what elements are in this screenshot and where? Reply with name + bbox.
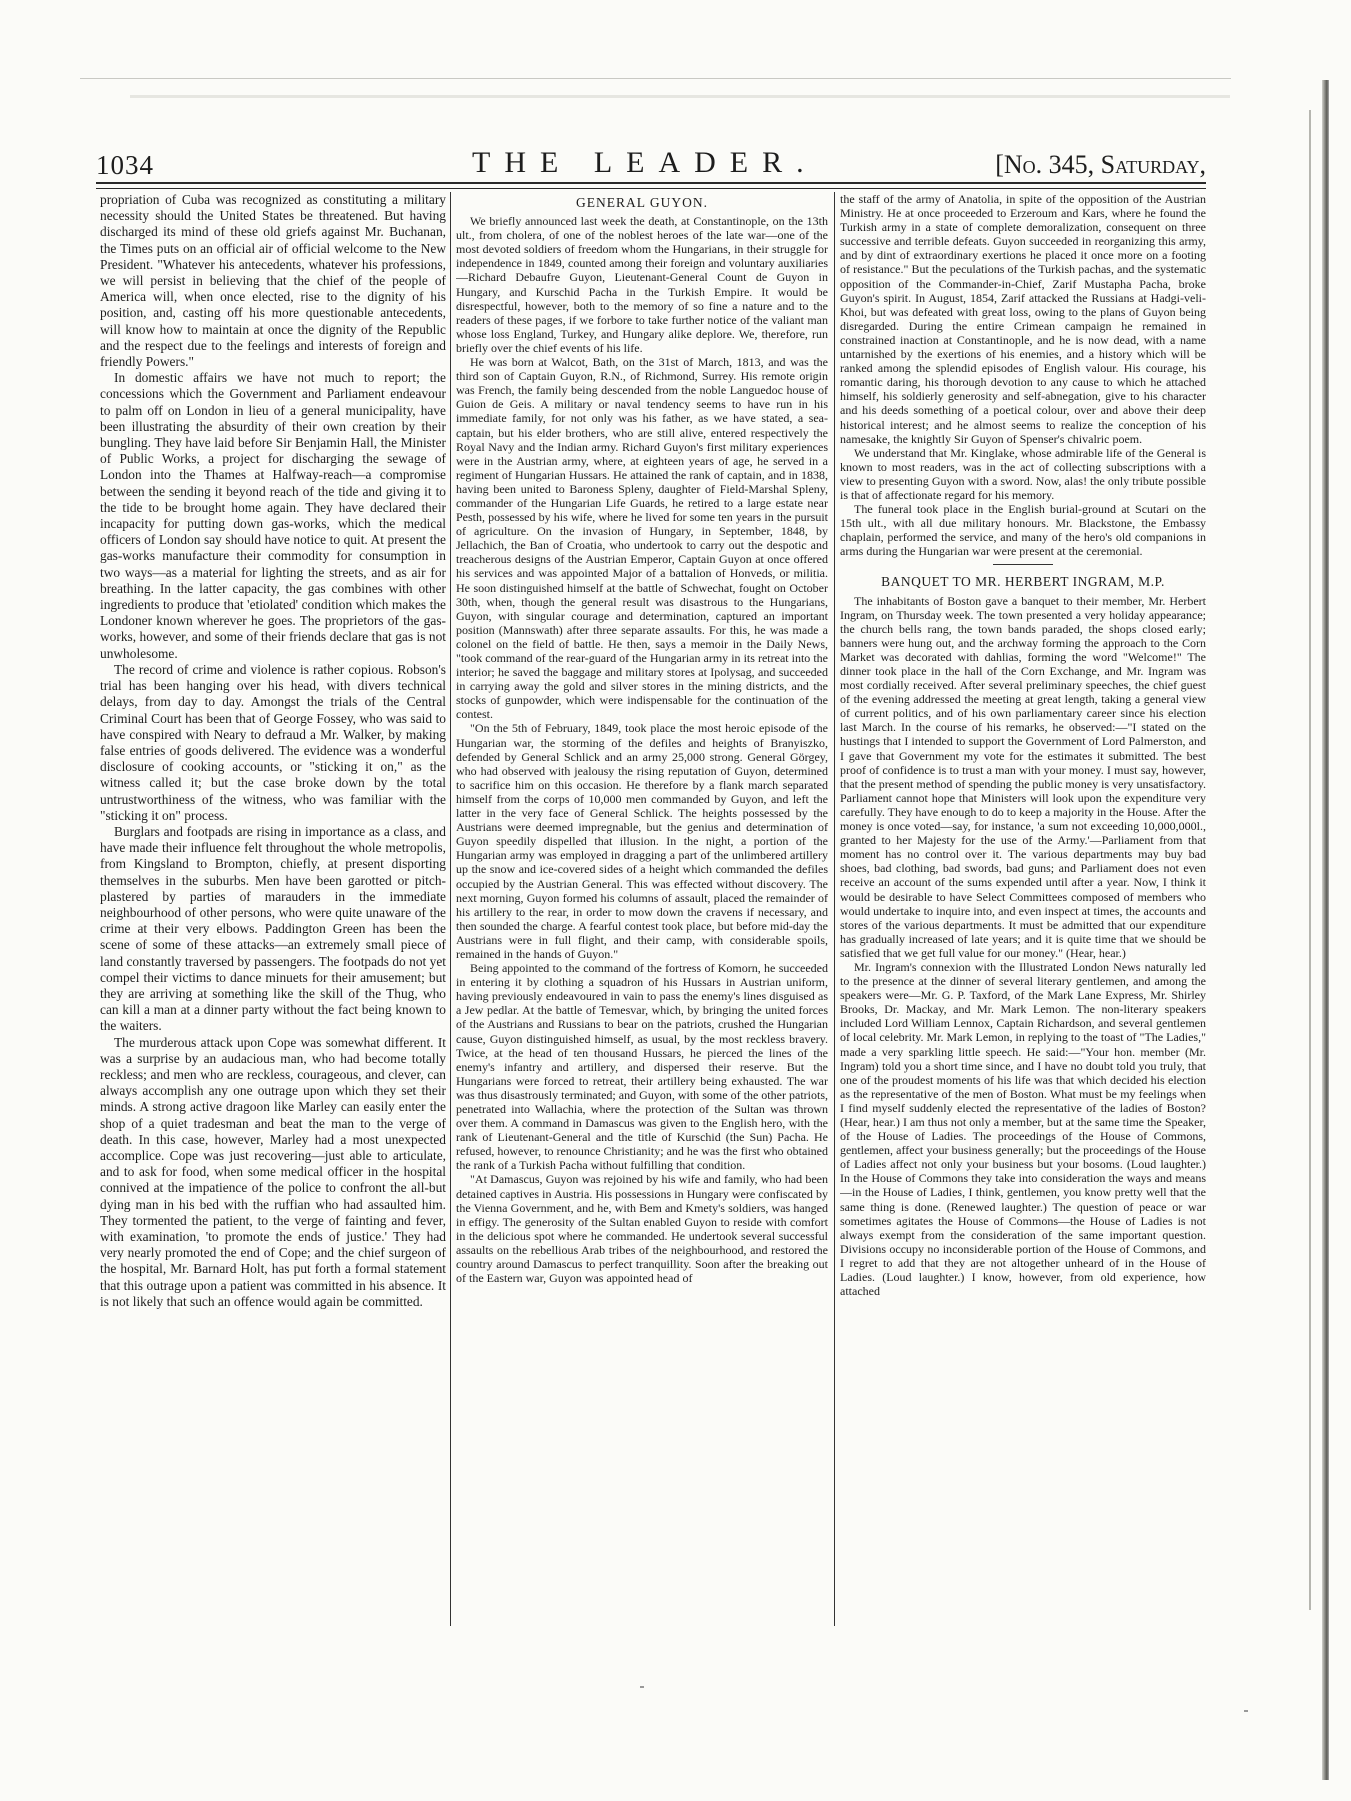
paragraph: propriation of Cuba was recognized as constituting a military necessity should the United States be threatened. But having discharged its mind of these old griefs against Mr. Buchanan, the Times puts on an official air of official welcome to the New President. "Whatever his antecedents, whatever his professions, we will persist in believing that the chief of the people of America will, when once elected, rise to the dignity of his position, and, casting off his more questionable antecedents, will know how to maintain at once the dignity of the Republic and the respect due to the feelings and interests of foreign and friendly Powers." [100, 192, 446, 370]
paragraph: "At Damascus, Guyon was rejoined by his wife and family, who had been detained captives in Austria. His possessions in Hungary were confiscated by the Vienna Government, and he, with Bem and Kmety's soldiers, was hanged in effigy. The generosity of the Sultan enabled Guyon to reside with comfort in the delicious spot where he commanded. He undertook several successful assaults on the rebellious Arab tribes of the neighbourhood, and restored the country around Damascus to perfect tranquillity. Soon after the breaking out of the Eastern war, Guyon was appointed head of [456, 1172, 828, 1286]
section-divider [993, 564, 1053, 565]
newspaper-title: THE LEADER. [472, 146, 818, 179]
column-1 [100, 192, 446, 1550]
scan-smudge [130, 95, 1230, 98]
page-binding-shadow [1309, 110, 1311, 1610]
masthead [96, 146, 1206, 182]
column-rule [450, 192, 451, 1626]
paragraph: He was born at Walcot, Bath, on the 31st of March, 1813, and was the third son of Captain Guyon, R.N., of Richmond, Surrey. His remote origin was French, the family being descended from the noble Languedoc house of Guion de Geis. A military or naval tendency seems to have run in his immediate family, for not only was his father, as we have stated, a sea-captain, but his elder brothers, who are still alive, entered respectively the Royal Navy and the Indian army. Richard Guyon's first military experiences were in the Austrian army, where, at eighteen years of age, he served in a regiment of Hungarian Hussars. He attained the rank of captain, and in 1838, having been united to Baroness Spleny, daughter of Field-Marshal Spleny, commander of the Hungarian Life Guards, he retired to a large estate near Pesth, possessed by his wife, where he lived for some ten years in the pursuit of agriculture. On the invasion of Hungary, in September, 1848, by Jellachich, the Ban of Croatia, who undertook to carry out the despotic and treacherous designs of the Austrian Emperor, Captain Guyon at once offered his services and was appointed Major of a battalion of Honveds, or militia. He soon distinguished himself at the battle of Schwechat, fought on October 30th, when, though the general result was disastrous to the Hungarians, Guyon, with singular courage and determination, captured an important position (Mannswath) after three separate assaults. For this, he was made a colonel on the field of battle. He then, says a memoir in the Daily News, "took command of the rear-guard of the Hungarian army in its retreat into the interior; he saved the baggage and military stores at Ipolysag, and succeeded in carrying away the gold and silver stores in the mining districts, and the stocks of gunpowder, which were indispensable for the continuation of the contest. [456, 355, 828, 722]
paragraph: We briefly announced last week the death, at Constantinople, on the 13th ult., from cholera, of one of the noblest heroes of the late war—one of the most devoted soldiers of freedom whom the Hungarians, in their struggle for independence in 1849, counted among their foreign and voluntary auxiliaries—Richard Debaufre Guyon, Lieutenant-General Count de Guyon in Hungary, and Kurschid Pacha in the Turkish Empire. It would be disrespectful, however, both to the memory of so fine a nature and to the readers of these pages, if we forbore to take further notice of the valiant man whose loss England, Turkey, and Hungary alike deplore. We, therefore, run briefly over the chief events of his life. [456, 214, 828, 355]
column-2 [456, 192, 828, 1632]
page-number: 1034 [96, 150, 154, 180]
scan-edge [80, 78, 1231, 79]
paragraph: The funeral took place in the English burial-ground at Scutari on the 15th ult., with all due military honours. Mr. Blackstone, the Embassy chaplain, performed the service, and many of the hero's old companions in arms during the Hungarian war were present at the ceremonial. [840, 502, 1206, 559]
page-binding-edge [1322, 80, 1329, 1780]
scan-speck [1244, 1710, 1248, 1712]
article-heading: BANQUET TO MR. HERBERT INGRAM, M.P. [881, 574, 1165, 590]
masthead-rule [96, 182, 1206, 189]
paragraph: The inhabitants of Boston gave a banquet to their member, Mr. Herbert Ingram, on Thursday week. The town presented a very holiday appearance; the church bells rang, the town bands paraded, the shops closed early; banners were hung out, and the archway forming the approach to the Corn Market was decorated with dahlias, forming the word "Welcome!" The dinner took place in the hall of the Corn Exchange, and Mr. Ingram was most cordially received. After several preliminary speeches, the chief guest of the evening addressed the meeting at great length, taking a general view of current politics, and of his own parliamentary career since his election last March. In the course of his remarks, he observed:—"I stated on the hustings that I intended to support the Government of Lord Palmerston, and I gave that Government my vote for the estimates it submitted. The best proof of confidence is to trust a man with your money. I must say, however, that the present method of spending the public money is very unsatisfactory. Parliament cannot hope that Ministers will look upon the expenditure very carefully. They have enough to do to keep a majority in the House. After the money is once voted—say, for instance, 'a sum not exceeding 10,000,000l., granted to her Majesty for the use of the Army.'—Parliament from that moment has no control over it. The various departments may buy bad shoes, bad clothing, bad swords, bad guns; and Parliament does not even receive an account of the sums expended until after a year. Now, I think it would be desirable to have Select Committees composed of members who would undertake to inquire into, and even inspect at times, the accounts and stores of the various departments. It must be admitted that our expenditure has gradually increased of late years; and it is quite time that we should be satisfied that we get full value for our money." (Hear, hear.) [840, 593, 1206, 960]
scan-speck [640, 1686, 644, 1688]
column-rule [834, 192, 835, 1626]
article-heading: GENERAL GUYON. [576, 195, 708, 210]
column-3 [840, 192, 1206, 1632]
paragraph: Burglars and footpads are rising in importance as a class, and have made their influence felt throughout the whole metropolis, from Kingsland to Brompton, chiefly, at present disporting themselves in the suburbs. Men have been garotted or pitch-plastered by parties of marauders in the immediate neighbourhood of other persons, who were quite unaware of the crime at their very elbows. Paddington Green has been the scene of some of these attacks—an extremely small piece of land constantly traversed by passengers. The footpads do not yet compel their victims to dance minuets for their amusement; but they are arriving at something like the skill of the Thug, who can kill a man at a dinner party without the fact being known to the waiters. [100, 823, 446, 1034]
paragraph: The record of crime and violence is rather copious. Robson's trial has been hanging over his head, with divers technical delays, from day to day. Amongst the trials of the Central Criminal Court has been that of George Fossey, who was said to have conspired with Neary to defraud a Mr. Walker, by making false entries of goods delivered. The evidence was a wonderful disclosure of cooking accounts, or "sticking it on," as the witness called it; but the case broke down by the total untrustworthiness of the witness, who was familiar with the "sticking it on" process. [100, 661, 446, 823]
paragraph: The murderous attack upon Cope was somewhat different. It was a surprise by an audacious man, who had become totally reckless; and men who are reckless, courageous, and clever, can always accomplish any one outrage upon which they set their minds. A strong active dragoon like Marley can easily enter the shop of a quiet tradesman and beat the man to the verge of death. In this case, however, Marley had a most unexpected accomplice. Cope was just recovering—just able to articulate, and to ask for food, when some medical officer in the hospital connived at the impatience of the police to confront the all-but dying man in his bed with the ruffian who had assaulted him. They tormented the patient, to the verge of fainting and fever, with examination, 'to promote the ends of justice.' They had very nearly promoted the end of Cope; and the chief surgeon of the hospital, Mr. Barnard Holt, has put forth a formal statement that this outrage upon a patient was committed in his absence. It is not likely that such an offence would again be committed. [100, 1034, 446, 1309]
paragraph: Mr. Ingram's connexion with the Illustrated London News naturally led to the presence at the dinner of several literary gentlemen, and among the speakers were—Mr. G. P. Taxford, of the Mark Lane Express, Mr. Shirley Brooks, Dr. Mackay, and Mr. Mark Lemon. The non-literary speakers included Lord William Lennox, Captain Richardson, and several gentlemen of local celebrity. Mr. Mark Lemon, in replying to the toast of "The Ladies," made a very sparkling little speech. He said:—"Your hon. member (Mr. Ingram) told you a short time since, and I have no doubt told you truly, that one of the proudest moments of his life was that which decided his election as the representative of the men of Boston. What must be my feelings when I find myself suddenly elected the representative of the ladies of Boston? (Hear, hear.) I am thus not only a member, but at the same time the Speaker, of the House of Ladies. The proceedings of the House of Commons, gentlemen, affect your business generally; but the proceedings of the House of Ladies affect not only your business but your bosoms. (Loud laughter.) In the House of Commons they take into consideration the ways and means—in the House of Ladies, I think, gentlemen, you know pretty well that the same thing is done. (Renewed laughter.) The question of peace or war sometimes agitates the House of Commons—the House of Ladies is not always exempt from the consideration of the same important question. Divisions occupy no inconsiderable portion of the House of Commons, and I regret to add that they are not altogether unheard of in the House of Ladies. (Loud laughter.) I know, however, from old experience, how attached [840, 959, 1206, 1299]
paragraph: We understand that Mr. Kinglake, whose admirable life of the General is known to most readers, was in the act of collecting subscriptions with a view to presenting Guyon with a sword. Now, alas! the only tribute possible is that of affectionate regard for his memory. [840, 445, 1206, 502]
paragraph: In domestic affairs we have not much to report; the concessions which the Government and Parliament endeavour to palm off on London in lieu of a general municipality, have been illustrating the absurdity of their own creation by their bungling. They have laid before Sir Benjamin Hall, the Minister of Public Works, a project for discharging the sewage of London into the Thames at Halfway-reach—a compromise between the sending it beyond reach of the tide and giving it to the tide to be brought home again. They have declared their incapacity for putting down gas-works, which the medical officers of London say should have notice to quit. At present the gas-works manufacture their commodity for consumption in two ways—as a material for lighting the streets, and as air for breathing. In the latter capacity, the gas combines with other ingredients to produce that 'etiolated' condition which makes the Londoner known wherever he goes. The proprietors of the gas-works, however, and some of their friends declare that gas is not unwholesome. [100, 370, 446, 661]
issue-line: [No. 345, Saturday, [995, 150, 1206, 179]
paragraph: the staff of the army of Anatolia, in spite of the opposition of the Austrian Ministry. He at once proceeded to Erzeroum and Kars, where he found the Turkish army in a state of complete demoralization, consequent on three successive and terrible defeats. Guyon succeeded in reorganizing this army, and by dint of extraordinary exertions he placed it once more on a footing of resistance." But the peculations of the Turkish pachas, and the systematic opposition of the Commander-in-Chief, Zarif Mustapha Pacha, broke Guyon's spirit. In August, 1854, Zarif attacked the Russians at Hadgi-veli-Khoi, but was defeated with great loss, owing to the plans of Guyon being disregarded. During the entire Crimean campaign he remained in constrained inaction at Constantinople, and he is now dead, with a name untarnished by the exertions of his enemies, and a history which will be ranked among the splendid episodes of English valour. His courage, his romantic daring, his thorough devotion to any cause to which he attached himself, his soldierly generosity and self-abnegation, give to his character and his deeds something of a poetical colour, over and above their deep historical interest; and he almost seems to realize the conception of his namesake, the knightly Sir Guyon of Spenser's chivalric poem. [840, 192, 1206, 446]
paragraph: "On the 5th of February, 1849, took place the most heroic episode of the Hungarian war, the storming of the defiles and heights of Branyiszko, defended by General Schlick and an army 25,000 strong. General Görgey, who had observed with jealousy the rising reputation of Guyon, determined to sacrifice him on this occasion. He therefore by a flank march separated himself from the corps of 10,000 men commanded by Guyon, and left the latter in the very face of General Schlick. The heights possessed by the Austrians were deemed impregnable, but the genius and determination of Guyon speedily dispelled that illusion. In the night, a portion of the Hungarian army was employed in dragging a part of the unlimbered artillery up the snow and ice-covered sides of a height which commanded the defiles occupied by the Austrian General. This was effected without discovery. The next morning, Guyon formed his columns of assault, placed the remainder of his artillery to the rear, in order to mow down the cravens if necessary, and then sounded the charge. A fearful contest took place, but before mid-day the Austrians were in full flight, and their camp, with considerable spoils, remained in the hands of Guyon." [456, 721, 828, 961]
paragraph: Being appointed to the command of the fortress of Komorn, he succeeded in entering it by clothing a squadron of his Hussars in Austrian uniform, having previously endeavoured in vain to pass the enemy's lines disguised as a Jew pedlar. At the battle of Temesvar, which, by bringing the united forces of the Austrians and Russians to bear on the patriots, crushed the Hungarian cause, Guyon distinguished himself, as usual, by the most reckless bravery. Twice, at the head of ten thousand Hussars, he pierced the lines of the enemy's infantry and artillery, and dispersed their reserve. But the Hungarians were forced to retreat, their artillery being exhausted. The war was thus disastrously terminated; and Guyon, with some of the other patriots, penetrated into Wallachia, where the protection of the Sultan was thrown over them. A command in Damascus was given to the English hero, with the rank of Lieutenant-General and the title of Kurschid (the Sun) Pacha. He refused, however, to renounce Christianity; and he was the first who obtained the rank of a Turkish Pacha without fulfilling that condition. [456, 961, 828, 1173]
